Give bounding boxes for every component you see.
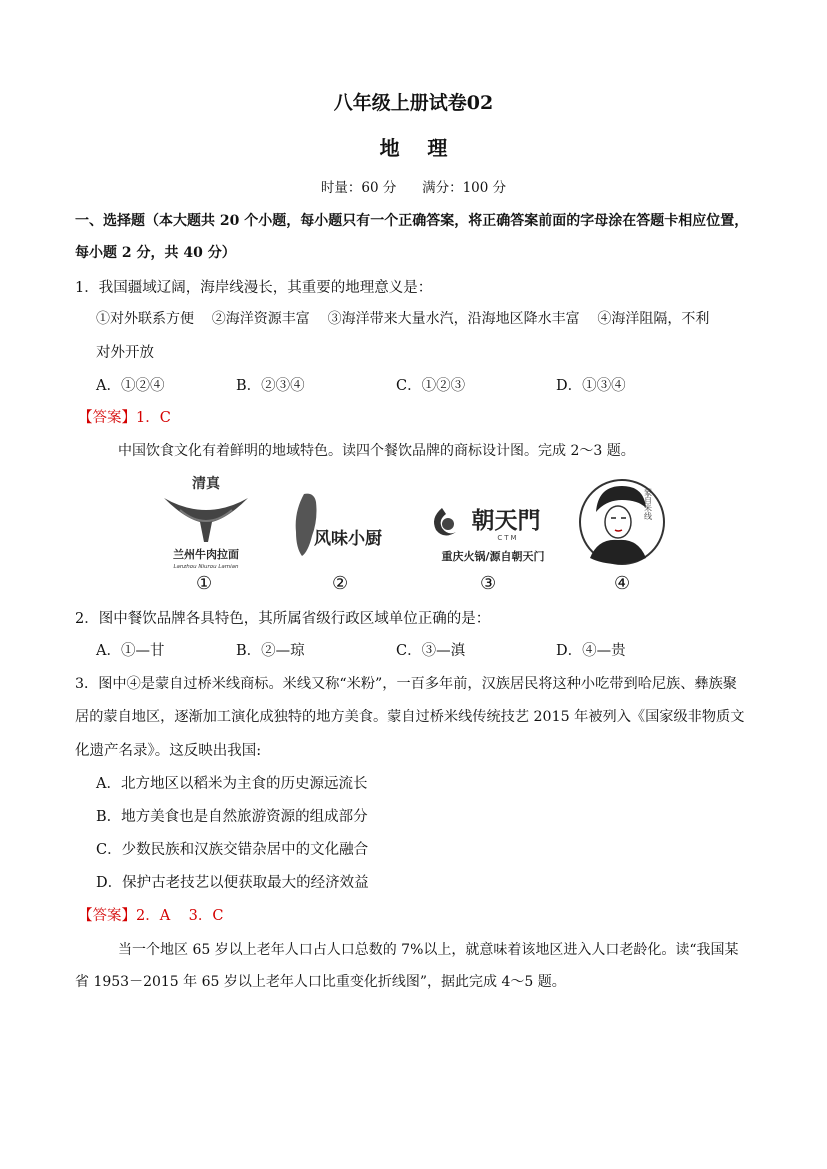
q1-option-c: C．①②③ [396, 378, 466, 394]
q3-line2: 居的蒙自地区，逐渐加工演化成独特的地方美食。蒙自过桥米线传统技艺 2015 年被列入《国家级非物质文 [75, 709, 745, 725]
logo-chaotianmen [428, 498, 558, 568]
q2-option-b: B．②—琼 [236, 643, 305, 659]
time-score-line: 时量：60 分 满分：100 分 [320, 180, 507, 196]
q2-option-c: C．③—滇 [396, 643, 466, 659]
logo-mengzi-mixian [578, 478, 666, 566]
q1-stem: 1．我国疆域辽阔，海岸线漫长，其重要的地理意义是： [75, 280, 433, 296]
logo-label-3: ③ [480, 573, 497, 594]
logo1-en-text: Lanzhou Niurou Lamian [173, 564, 239, 570]
q3-option-c: C．少数民族和汉族交错杂居中的文化融合 [96, 842, 369, 858]
q3-option-a: A．北方地区以稻米为主食的历史源远流长 [96, 776, 368, 792]
q1-option-a: A．①②④ [96, 378, 165, 394]
q3-option-d: D．保护古老技艺以便获取最大的经济效益 [96, 875, 369, 891]
woman-face-icon [605, 506, 631, 538]
page-title: 八年级上册试卷02 [333, 92, 494, 114]
logo-label-4: ④ [614, 573, 631, 594]
q2-q3-answer: 【答案】2．A 3．C [78, 908, 224, 924]
logo3-sub-text: CTM [497, 534, 519, 542]
logo-label-1: ① [196, 573, 213, 594]
q1-option-d: D．①③④ [556, 378, 626, 394]
q1-statements-line2: 对外开放 [96, 345, 154, 361]
logo1-name-text: 兰州牛肉拉面 [173, 548, 239, 561]
intro-2-3: 中国饮食文化有着鲜明的地域特色。读四个餐饮品牌的商标设计图。完成 2～3 题。 [118, 443, 635, 459]
logo4-text: 蒙自米线 [643, 488, 653, 520]
mengzi-logo-graphic [578, 478, 666, 566]
logo-lanzhou-lamian [158, 470, 254, 570]
q3-line3: 化遗产名录》。这反映出我国: [75, 743, 262, 759]
logo3-slogan-text: 重庆火锅/源自朝天门 [441, 550, 545, 563]
subject-title: 地 理 [379, 136, 448, 160]
section-heading-line1: 一、选择题（本大题共 20 个小题，每小题只有一个正确答案，将正确答案前面的字母涂在答题卡相应位置， [75, 213, 749, 229]
logo1-top-text: 清真 [192, 476, 220, 492]
logo-label-2: ② [332, 573, 349, 594]
section-heading-line2: 每小题 2 分，共 40 分） [75, 245, 236, 261]
q3-option-b: B．地方美食也是自然旅游资源的组成部分 [96, 809, 368, 825]
fengwei-logo-graphic [286, 490, 396, 560]
intro-4-5-line2: 省 1953－2015 年 65 岁以上老年人口比重变化折线图”，据此完成 4～5 题。 [75, 974, 566, 990]
lanzhou-lamian-logo-graphic [158, 470, 254, 570]
q1-option-b: B．②③④ [236, 378, 305, 394]
q2-option-d: D．④—贵 [556, 643, 626, 659]
chaotianmen-logo-graphic [428, 498, 558, 568]
q2-option-a: A．①—甘 [96, 643, 165, 659]
logo2-name-text: 风味小厨 [314, 529, 382, 549]
q2-stem: 2．图中餐饮品牌各具特色，其所属省级行政区域单位正确的是： [75, 611, 491, 627]
logo-fengwei-xiaochu [286, 490, 396, 560]
logo3-name-text: 朝天門 [471, 508, 541, 534]
q3-line1: 3．图中④是蒙自过桥米线商标。米线又称“米粉”，一百多年前，汉族居民将这种小吃带到哈尼族、彝族聚 [75, 676, 737, 692]
q1-statements-line1: ①对外联系方便 ②海洋资源丰富 ③海洋带来大量水汽，沿海地区降水丰富 ④海洋阻隔，不利 [96, 311, 710, 327]
q1-answer: 【答案】1．C [78, 410, 171, 426]
intro-4-5-line1: 当一个地区 65 岁以上老年人口占人口总数的 7%以上，就意味着该地区进入人口老龄化。读“我国某 [118, 942, 739, 958]
